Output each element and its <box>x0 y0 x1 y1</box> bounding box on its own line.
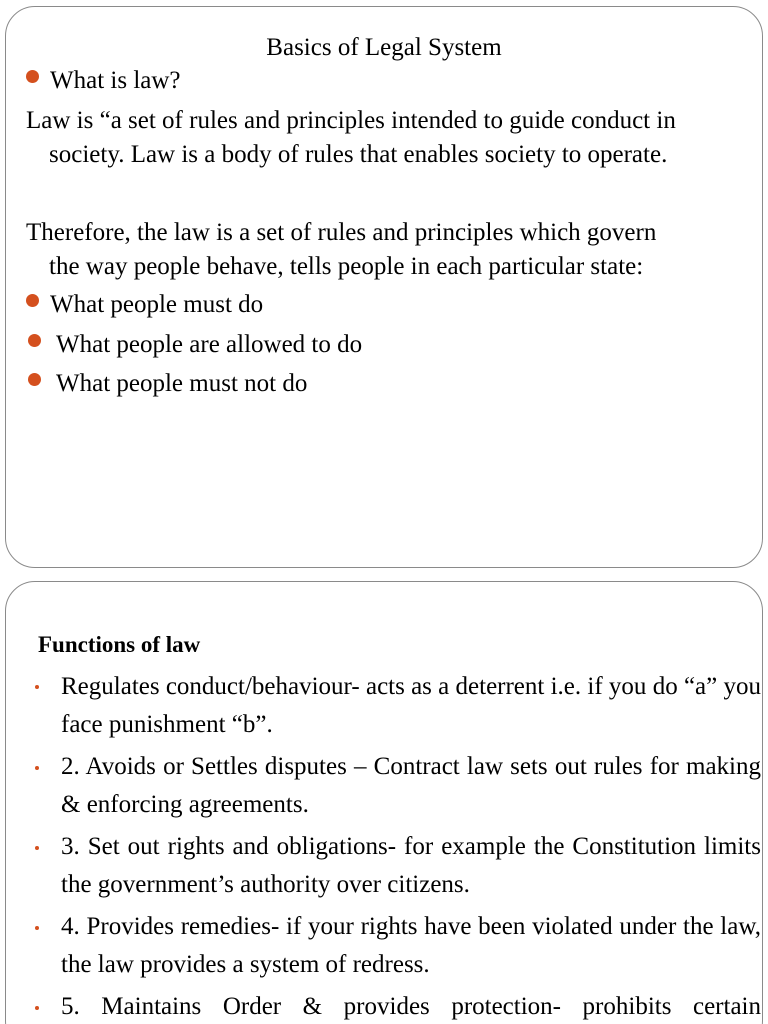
bullet-dot-icon <box>28 334 41 347</box>
bullet-dot-icon <box>35 1006 39 1010</box>
function-item-5: 5. Maintains Order & provides protection- prohibits certain <box>61 993 761 1020</box>
slide-functions-of-law <box>5 581 763 1024</box>
therefore-line-1: Therefore, the law is a set of rules and principles which govern <box>26 219 657 246</box>
definition-line-1: Law is “a set of rules and principles intended to guide conduct in <box>26 107 676 134</box>
bullet-dot-icon <box>35 846 39 850</box>
slide-basics-of-legal-system <box>5 6 763 568</box>
bullet-must-do: What people must do <box>50 291 264 318</box>
bullet-dot-icon <box>26 294 39 307</box>
slide-title: Basics of Legal System <box>266 34 502 61</box>
therefore-line-2: the way people behave, tells people in each particular state: <box>49 253 644 280</box>
bullet-dot-icon <box>35 926 39 930</box>
bullet-dot-icon <box>28 373 41 386</box>
bullet-dot-icon <box>35 766 39 770</box>
bullet-must-not-do: What people must not do <box>56 370 308 397</box>
definition-line-2: society. Law is a body of rules that enables society to operate. <box>49 141 668 168</box>
function-item-2: 2. Avoids or Settles disputes – Contract law sets out rules for making & enforcing agreements. <box>61 753 761 818</box>
functions-heading: Functions of law <box>38 632 201 657</box>
function-item-3: 3. Set out rights and obligations- for example the Constitution limits the government’s authority over citizens. <box>61 833 761 898</box>
function-item-1: Regulates conduct/behaviour- acts as a deterrent i.e. if you do “a” you face punishment “b”. <box>61 673 761 738</box>
bullet-allowed-to-do: What people are allowed to do <box>56 331 363 358</box>
question-what-is-law: What is law? <box>50 67 181 94</box>
bullet-dot-icon <box>26 70 39 83</box>
bullet-dot-icon <box>35 685 39 689</box>
function-item-4: 4. Provides remedies- if your rights have been violated under the law, the law provides a system of redress. <box>61 913 761 978</box>
